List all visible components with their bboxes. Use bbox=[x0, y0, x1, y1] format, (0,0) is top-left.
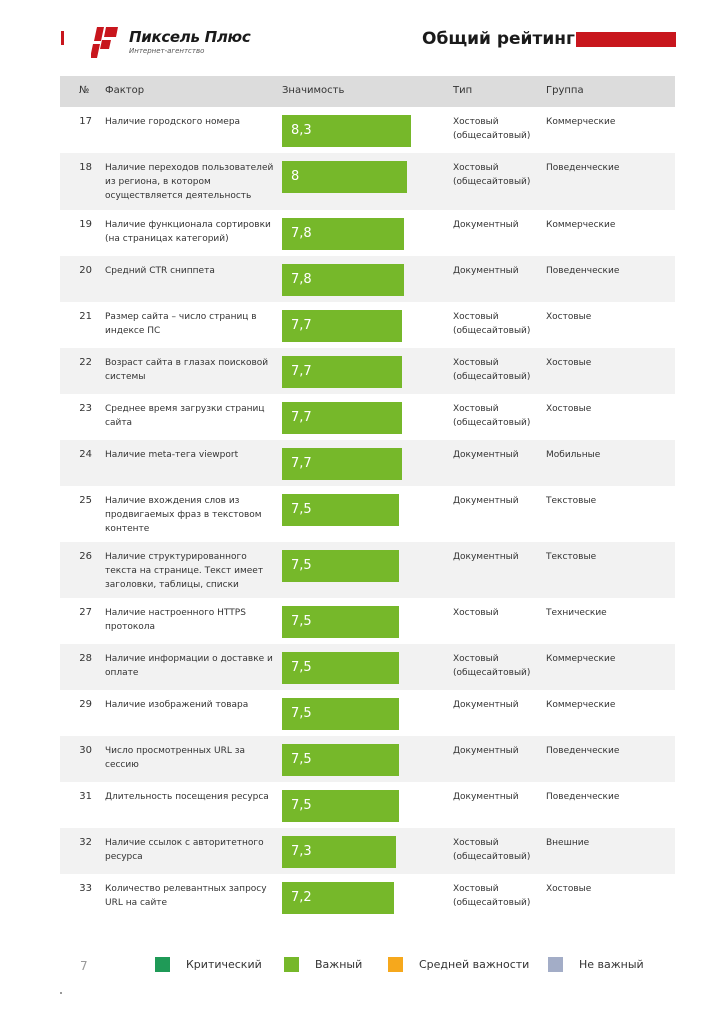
legend-label: Критический bbox=[186, 958, 262, 971]
factor-group: Текстовые bbox=[546, 496, 597, 506]
legend bbox=[0, 957, 724, 977]
importance-bar bbox=[282, 356, 402, 388]
logo-name: Пиксель Плюс bbox=[129, 28, 251, 46]
factor-name: Наличие ссылок с авторитетного ресурса bbox=[105, 838, 264, 862]
footer-dot bbox=[60, 992, 62, 994]
column-header-type: Тип bbox=[453, 85, 473, 96]
row-number: 21 bbox=[79, 311, 92, 322]
table-row bbox=[60, 107, 675, 153]
factor-name: Наличие изображений товара bbox=[105, 700, 249, 710]
table-row bbox=[60, 256, 675, 302]
page-number: 7 bbox=[80, 959, 88, 973]
importance-value: 7,5 bbox=[291, 502, 312, 517]
table-row bbox=[60, 736, 675, 782]
row-number: 17 bbox=[79, 116, 92, 127]
row-number: 26 bbox=[79, 551, 92, 562]
legend-item bbox=[548, 957, 644, 973]
factor-name: Наличие функционала сортировки (на страницах категорий) bbox=[105, 220, 271, 244]
legend-item bbox=[284, 957, 362, 973]
row-number: 30 bbox=[79, 745, 92, 756]
factor-type: Документный bbox=[453, 220, 519, 230]
importance-value: 7,8 bbox=[291, 226, 312, 241]
table-row bbox=[60, 782, 675, 828]
importance-value: 7,7 bbox=[291, 364, 312, 379]
factor-type: Хостовый (общесайтовый) bbox=[453, 654, 531, 678]
factor-group: Хостовые bbox=[546, 312, 592, 322]
row-number: 28 bbox=[79, 653, 92, 664]
importance-bar bbox=[282, 264, 404, 296]
factor-type: Документный bbox=[453, 746, 519, 756]
importance-bar bbox=[282, 790, 399, 822]
factor-type: Хостовый bbox=[453, 608, 499, 618]
legend-swatch bbox=[155, 957, 170, 972]
importance-value: 8,3 bbox=[291, 123, 312, 138]
importance-bar bbox=[282, 836, 396, 868]
table-row bbox=[60, 828, 675, 874]
factor-group: Поведенческие bbox=[546, 266, 620, 276]
importance-value: 7,5 bbox=[291, 558, 312, 573]
importance-value: 7,8 bbox=[291, 272, 312, 287]
row-number: 29 bbox=[79, 699, 92, 710]
importance-value: 8 bbox=[291, 169, 300, 184]
row-number: 25 bbox=[79, 495, 92, 506]
legend-label: Средней важности bbox=[419, 958, 530, 971]
factor-group: Технические bbox=[546, 608, 607, 618]
factor-group: Коммерческие bbox=[546, 654, 616, 664]
table-body bbox=[60, 107, 675, 920]
factor-type: Хостовый (общесайтовый) bbox=[453, 117, 531, 141]
row-number: 31 bbox=[79, 791, 92, 802]
importance-value: 7,5 bbox=[291, 752, 312, 767]
importance-value: 7,5 bbox=[291, 706, 312, 721]
row-number: 24 bbox=[79, 449, 92, 460]
importance-bar bbox=[282, 882, 394, 914]
importance-value: 7,2 bbox=[291, 890, 312, 905]
ranking-table bbox=[60, 76, 675, 920]
factor-type: Документный bbox=[453, 792, 519, 802]
importance-bar bbox=[282, 161, 407, 193]
importance-value: 7,7 bbox=[291, 318, 312, 333]
importance-bar bbox=[282, 652, 399, 684]
factor-type: Документный bbox=[453, 700, 519, 710]
importance-bar bbox=[282, 698, 399, 730]
importance-value: 7,7 bbox=[291, 456, 312, 471]
table-row bbox=[60, 874, 675, 920]
importance-value: 7,5 bbox=[291, 660, 312, 675]
factor-group: Внешние bbox=[546, 838, 590, 848]
factor-group: Мобильные bbox=[546, 450, 601, 460]
column-header-importance: Значимость bbox=[282, 85, 345, 96]
legend-label: Важный bbox=[315, 958, 363, 971]
factor-name: Размер сайта – число страниц в индексе ПС bbox=[105, 312, 257, 336]
table-row bbox=[60, 394, 675, 440]
factor-group: Коммерческие bbox=[546, 117, 616, 127]
table-header bbox=[60, 76, 675, 107]
factor-type: Хостовый (общесайтовый) bbox=[453, 884, 531, 908]
importance-bar bbox=[282, 494, 399, 526]
factor-type: Документный bbox=[453, 266, 519, 276]
row-number: 18 bbox=[79, 162, 92, 173]
table-row bbox=[60, 348, 675, 394]
factor-name: Наличие информации о доставке и оплате bbox=[105, 654, 273, 678]
factor-name: Наличие вхождения слов из продвигаемых фраз в текстовом контенте bbox=[105, 496, 262, 534]
title-accent-bar bbox=[576, 32, 676, 47]
importance-value: 7,7 bbox=[291, 410, 312, 425]
table-row bbox=[60, 486, 675, 542]
logo bbox=[91, 27, 291, 59]
factor-type: Хостовый (общесайтовый) bbox=[453, 358, 531, 382]
logo-tagline: Интернет-агентство bbox=[129, 47, 205, 55]
importance-bar bbox=[282, 550, 399, 582]
legend-label: Не важный bbox=[579, 958, 644, 971]
importance-bar bbox=[282, 744, 399, 776]
table-row bbox=[60, 153, 675, 210]
factor-group: Коммерческие bbox=[546, 220, 616, 230]
legend-swatch bbox=[548, 957, 563, 972]
factor-type: Документный bbox=[453, 496, 519, 506]
table-row bbox=[60, 542, 675, 598]
column-header-group: Группа bbox=[546, 85, 584, 96]
factor-group: Хостовые bbox=[546, 404, 592, 414]
table-row bbox=[60, 598, 675, 644]
factor-name: Наличие meta-тега viewport bbox=[105, 450, 239, 460]
factor-name: Возраст сайта в глазах поисковой системы bbox=[105, 358, 269, 382]
factor-group: Текстовые bbox=[546, 552, 597, 562]
row-number: 20 bbox=[79, 265, 92, 276]
table-row bbox=[60, 440, 675, 486]
factor-name: Наличие настроенного HTTPS протокола bbox=[105, 608, 246, 632]
importance-value: 7,3 bbox=[291, 844, 312, 859]
factor-type: Хостовый (общесайтовый) bbox=[453, 838, 531, 862]
row-number: 23 bbox=[79, 403, 92, 414]
importance-bar bbox=[282, 606, 399, 638]
row-number: 27 bbox=[79, 607, 92, 618]
factor-group: Хостовые bbox=[546, 884, 592, 894]
row-number: 32 bbox=[79, 837, 92, 848]
factor-type: Документный bbox=[453, 552, 519, 562]
factor-group: Поведенческие bbox=[546, 163, 620, 173]
importance-value: 7,5 bbox=[291, 798, 312, 813]
importance-bar bbox=[282, 218, 404, 250]
factor-type: Хостовый (общесайтовый) bbox=[453, 312, 531, 336]
left-accent-mark bbox=[61, 31, 64, 45]
legend-item bbox=[388, 957, 529, 973]
table-row bbox=[60, 210, 675, 256]
factor-name: Наличие городского номера bbox=[105, 117, 241, 127]
factor-name: Длительность посещения ресурса bbox=[105, 792, 269, 802]
factor-type: Хостовый (общесайтовый) bbox=[453, 163, 531, 187]
importance-value: 7,5 bbox=[291, 614, 312, 629]
table-row bbox=[60, 302, 675, 348]
table-row bbox=[60, 644, 675, 690]
factor-type: Документный bbox=[453, 450, 519, 460]
logo-icon bbox=[91, 27, 121, 59]
factor-name: Наличие структурированного текста на странице. Текст имеет заголовки, таблицы, списки bbox=[105, 552, 264, 590]
legend-item bbox=[155, 957, 262, 973]
row-number: 33 bbox=[79, 883, 92, 894]
table-row bbox=[60, 690, 675, 736]
importance-bar bbox=[282, 448, 402, 480]
row-number: 19 bbox=[79, 219, 92, 230]
factor-name: Число просмотренных URL за сессию bbox=[105, 746, 246, 770]
legend-swatch bbox=[284, 957, 299, 972]
legend-swatch bbox=[388, 957, 403, 972]
factor-group: Коммерческие bbox=[546, 700, 616, 710]
factor-group: Поведенческие bbox=[546, 792, 620, 802]
column-header-factor: Фактор bbox=[105, 85, 145, 96]
factor-type: Хостовый (общесайтовый) bbox=[453, 404, 531, 428]
factor-name: Среднее время загрузки страниц сайта bbox=[105, 404, 265, 428]
factor-group: Хостовые bbox=[546, 358, 592, 368]
factor-name: Количество релевантных запросу URL на сайте bbox=[105, 884, 267, 908]
importance-bar bbox=[282, 310, 402, 342]
row-number: 22 bbox=[79, 357, 92, 368]
factor-name: Наличие переходов пользователей из региона, в котором осуществляется деятельность bbox=[105, 163, 274, 201]
page-title: Общий рейтинг bbox=[422, 29, 575, 49]
factor-group: Поведенческие bbox=[546, 746, 620, 756]
column-header-num: № bbox=[79, 85, 90, 96]
factor-name: Средний CTR сниппета bbox=[105, 266, 215, 276]
importance-bar bbox=[282, 115, 411, 147]
importance-bar bbox=[282, 402, 402, 434]
